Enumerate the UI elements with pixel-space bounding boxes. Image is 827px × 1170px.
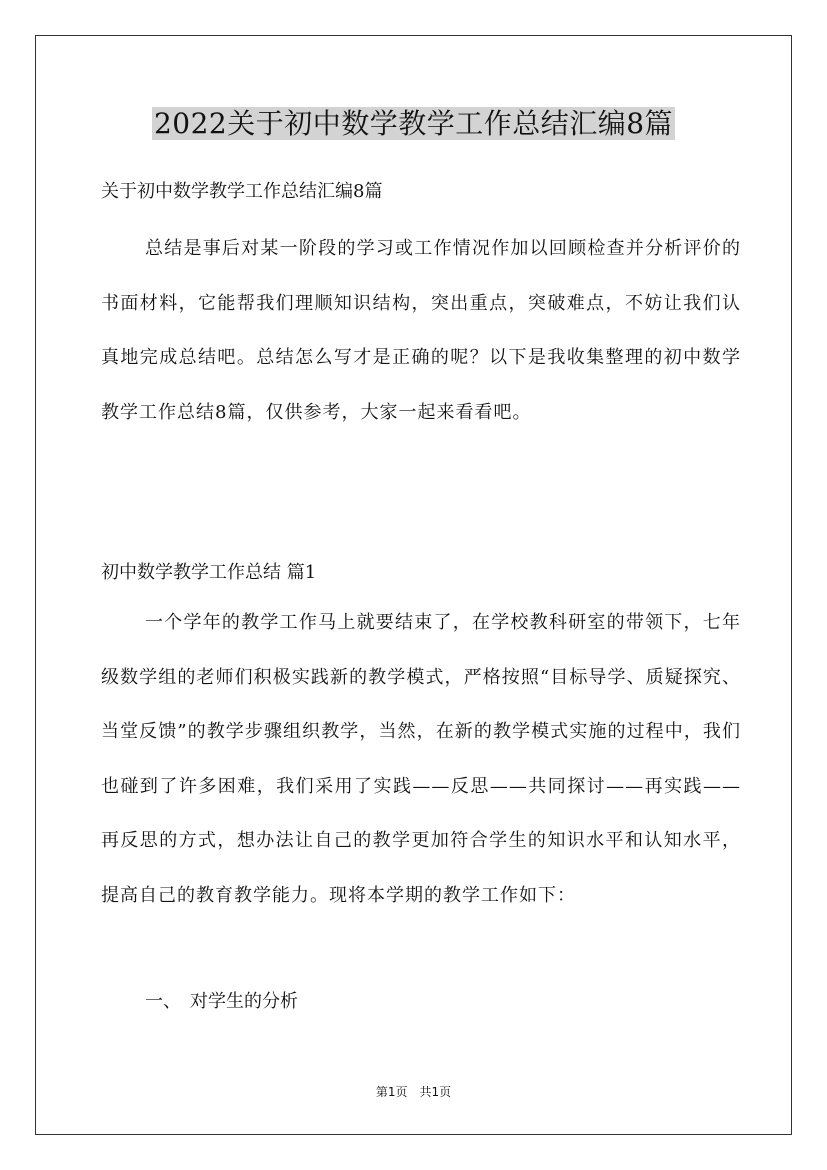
list-item-student-analysis: 一、 对学生的分析: [145, 991, 298, 1012]
intro-paragraph: 总结是事后对某一阶段的学习或工作情况作加以回顾检查并分析评价的书面材料，它能帮我们理顺知识结构，突出重点，突破难点，不妨让我们认真地完成总结吧。总结怎么写才是正确的呢？以下是我收集整理的初中数学教学工作总结8篇，仅供参考，大家一起来看看吧。: [101, 238, 741, 423]
section-heading-1: 初中数学教学工作总结 篇1: [101, 562, 317, 583]
document-title: [0, 104, 827, 144]
document-title-text: 2022关于初中数学教学工作总结汇编8篇: [153, 107, 674, 140]
section-1-paragraph: 一个学年的教学工作马上就要结束了，在学校教科研室的带领下，七年级数学组的老师们积极实践新的教学模式，严格按照“目标导学、质疑探究、当堂反馈”的教学步骤组织教学，当然，在新的教学模式实施的过程中，我们也碰到了许多困难，我们采用了实践——反思——共同探讨——再实践——再反思的方式，想办法让自己的教学更加符合学生的知识水平和认知水平，提高自己的教育教学能力。现将本学期的教学工作如下：: [101, 612, 741, 906]
document-subtitle: 关于初中数学教学工作总结汇编8篇: [101, 181, 383, 202]
page-number-footer: 第1页 共1页: [375, 1085, 452, 1099]
